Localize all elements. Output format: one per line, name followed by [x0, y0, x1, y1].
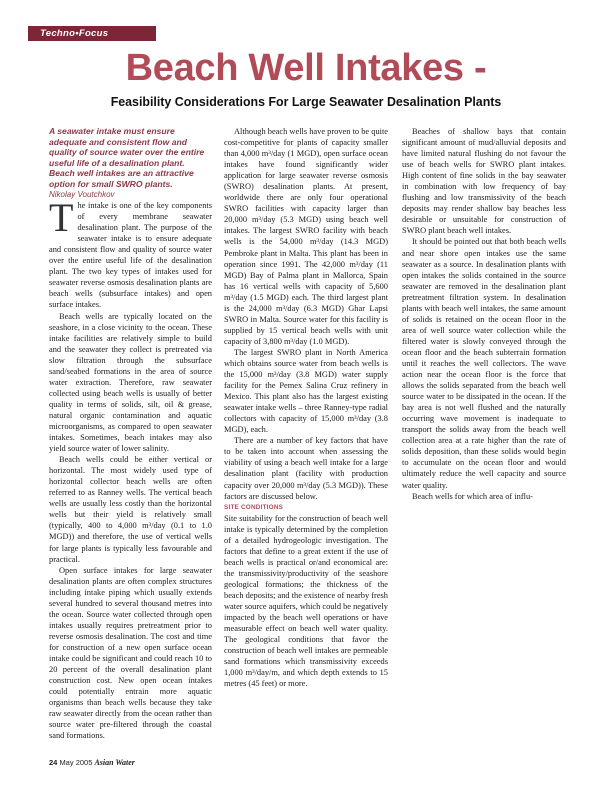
- body-paragraph: [49, 195, 212, 310]
- article-title: Beach Well Intakes -: [125, 47, 487, 89]
- column-2: [224, 126, 388, 689]
- body-paragraph: Although beach wells have proven to be quite cost-competitive for plants of capacity smaller than 4,000 m³/day (1 MGD), open surface ocean intakes have found significantly wider application for large seawater reverse osmosis (SWRO) desalination plants. At present, worldwide there are only four operational SWRO facilities with capacity larger than 20,000 m³/day (5.3 MGD) using beach well intakes. The largest SWRO facility with beach wells is the 54,000 m³/day (14.3 MGD) Pembroke plant in Malta. This plant has been in operation since 1991. The 42,000 m³/day (11 MGD) Bay of Palma plant in Mallorca, Spain has 16 vertical wells with capacity of 5,600 m³/day (1.5 MGD) each. The third largest plant is the 24,000 m³/day (6.3 MGD) Ghar Lapsi SWRO in Malta. Source water for this facility is supplied by 15 vertical beach wells with unit capacity of 3,800 m³/day (1.0 MGD).: [224, 127, 388, 346]
- column-1: [49, 126, 212, 741]
- body-paragraph: It should be pointed out that both beach wells and near shore open intakes use the same seawater as a source. In desalination plants with open intakes the solids contained in the source seawater are removed in the desalination plant pretreatment filtration system. In desalination plants with beach well intakes, the same amount of solids is retained on the ocean floor in the area of well source water collection while the filtered water is slowly conveyed through the ocean floor and the beach subterrain formation until it reaches the well collectors. The wave action near the ocean floor is the force that allows the solids separated from the beach well source water to be dissipated in the ocean. If the bay area is not well flushed and the naturally occurring wave movement is inadequate to transport the solids away from the beach well collection area at a rate higher than the rate of solids deposition, than these solids would begin to accumulate on the ocean floor and would ultimately reduce the well capacity and source water quality.: [402, 237, 566, 490]
- body-paragraph: There are a number of key factors that have to be taken into account when assessing the viability of using a beach well intake for a large desalination plant (facility with production capacity over 20,000 m³/day (5.3 MGD)). These factors are discussed below.: [224, 436, 388, 501]
- column-3: [402, 126, 566, 502]
- paragraph-text: he intake is one of the key components of every membrane seawater desalination plant. The purpose of the seawater intake is to ensure adequate and consistent flow and quality of source water over the entire useful life of the desalination plant. The two key types of intakes used for seawater reverse osmosis desalination plants are beach wells (subsurface intakes) and open surface intakes.: [49, 201, 212, 310]
- body-paragraph: Site suitability for the construction of beach well intake is typically determined by the completion of a detailed hydrogeologic investigation. The factors that define to a great extent if the use of beach wells is practical or/and economical are: the transmissivity/productivity of the seashore geological formations; the thickness of the beach deposits; and the existence of nearby fresh water source aquifers, which could be negatively impacted by the beach well operations or have measurable effect on beach well water quality. The geological conditions that favor the construction of beach well intakes are permeable sand formations which transmissivity exceeds 1,000 m³/day/m, and which depth extends to 15 metres (45 feet) or more.: [224, 513, 388, 689]
- body-paragraph: Beach wells could be either vertical or horizontal. The most widely used type of horizontal collector beach wells are often referred to as Ranney wells. The vertical beach wells are usually less costly than the horizontal wells but their yield is relatively small (typically, 400 to 4,000 m³/day (0.1 to 1.0 MGD)) and therefore, the use of vertical wells for large plants is typically less favourable and practical.: [49, 455, 212, 564]
- author-byline: Nikolay Voutchkov: [49, 190, 115, 199]
- body-paragraph: The largest SWRO plant in North America which obtains source water from beach wells is the 15,000 m³/day (3.8 MGD) water supply facility for the Pemex Salina Cruz refinery in Mexico. This plant also has the largest existing seawater intake wells – three Ranney-type radial collectors with capacity of 15,000 m³/day (3.8 MGD), each.: [224, 347, 388, 435]
- magazine-name: Asian Water: [94, 758, 135, 767]
- section-tag: Techno•Focus: [28, 26, 156, 41]
- lead-paragraph: A seawater intake must ensure adequate and consistent flow and quality of source water over the entire useful life of a desalination plant. Beach well intakes are an attractive option for small SWRO plants.: [49, 126, 205, 189]
- section-heading: SITE CONDITIONS: [224, 503, 284, 511]
- body-paragraph: Open surface intakes for large seawater desalination plants are often complex structures including intake piping which usually extends several hundred to several thousand metres into the ocean. Source water collected through open intakes usually requires pretreatment prior to reverse osmosis desalination. The cost and time for construction of a new open surface ocean intake could be significant and could reach 10 to 20 percent of the overall desalination plant construction cost. New open ocean intakes could potentially entrain more aquatic organisms than beach wells because they take raw seawater directly from the ocean rather than source water pre-filtered through the coastal sand formations.: [49, 565, 212, 741]
- drop-cap: T: [49, 195, 74, 241]
- page-footer: [49, 758, 135, 767]
- article-subtitle: Feasibility Considerations For Large Seawater Desalination Plants: [110, 94, 502, 109]
- body-paragraph: Beach wells for which area of influ-: [412, 491, 533, 501]
- page-number: 24: [49, 758, 58, 767]
- body-paragraph: Beach wells are typically located on the seashore, in a close vicinity to the ocean. These intake facilities are relatively simple to build and the seawater they collect is pretreated via slow filtration through the subsurface sand/seabed formations in the area of source water extraction. Therefore, raw seawater collected using beach wells is usually of better quality in terms of solids, silt, oil & grease, natural organic contamination and aquatic microorganisms, as compared to open seawater intakes. Sometimes, beach intakes may also yield source water of lower salinity.: [49, 311, 212, 454]
- body-paragraph: Beaches of shallow bays that contain significant amount of mud/alluvial deposits and have limited natural flushing do not favour the use of beach wells for SWRO plant intakes. High content of fine solids in the bay seawater in combination with low frequency of bay flushing and low transmissivity of the beach deposits may render shallow bay beaches less desirable or unsuitable for construction of SWRO plant beach well intakes.: [402, 127, 566, 236]
- issue-date: May 2005: [59, 758, 93, 767]
